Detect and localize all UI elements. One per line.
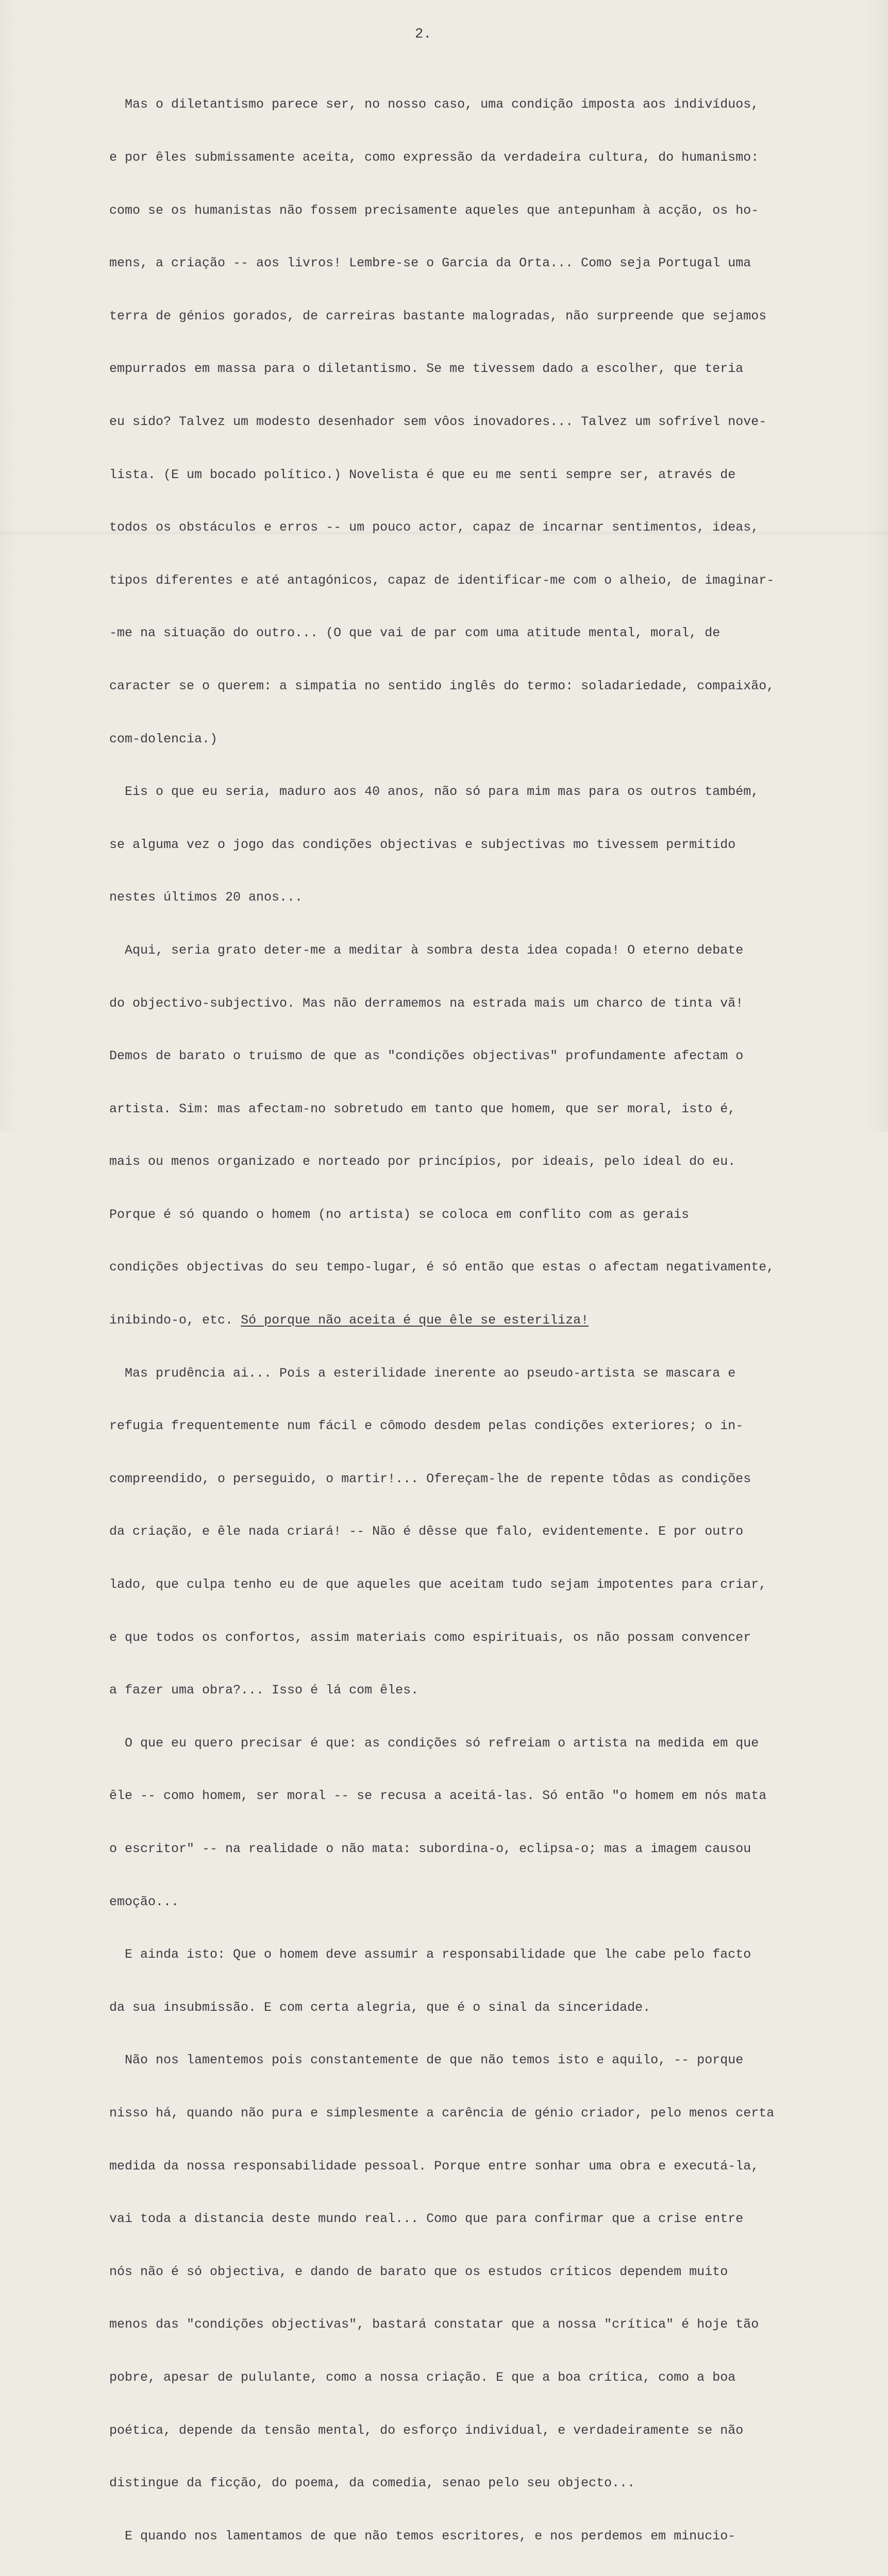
- text-line: a fazer uma obra?... Isso é lá com êles.: [109, 1683, 419, 1698]
- text-line: refugia frequentemente num fácil e cômodo desdem pelas condições exteriores; o in-: [109, 1418, 744, 1434]
- text-line: mais ou menos organizado e norteado por princípios, por ideais, pelo ideal do eu.: [109, 1154, 736, 1170]
- text-line: Aqui, seria grato deter-me a meditar à sombra desta idea copada! O eterno debate: [109, 942, 744, 958]
- text-line: nestes últimos 20 anos...: [109, 890, 303, 905]
- underlined-phrase: Só porque não aceita é que êle se esteriliza!: [241, 1313, 589, 1328]
- text-fragment: inibindo-o, etc.: [109, 1313, 233, 1328]
- text-line: mens, a criação -- aos livros! Lembre-se o Garcia da Orta... Como seja Portugal uma: [109, 256, 751, 271]
- text-line: Mas o diletantismo parece ser, no nosso caso, uma condição imposta aos indivíduos,: [109, 97, 759, 112]
- text-line: como se os humanistas não fossem precisamente aqueles que antepunham à acção, os ho-: [109, 202, 759, 218]
- text-line: vai toda a distancia deste mundo real... Como que para confirmar que a crise entre: [109, 2211, 744, 2227]
- text-line: emoção...: [109, 1894, 179, 1909]
- text-line: terra de génios gorados, de carreiras bastante malogradas, não surpreende que sejamos: [109, 308, 767, 324]
- text-line: poética, depende da tensão mental, do esforço individual, e verdadeiramente se não: [109, 2422, 744, 2438]
- text-line: Porque é só quando o homem (no artista) se coloca em conflito com as gerais: [109, 1207, 690, 1222]
- text-line: nós não é só objectiva, e dando de barato que os estudos críticos dependem muito: [109, 2264, 728, 2279]
- text-line: todos os obstáculos e erros -- um pouco actor, capaz de incarnar sentimentos, ideas,: [109, 520, 759, 535]
- text-line: lado, que culpa tenho eu de que aqueles que aceitam tudo sejam impotentes para criar,: [109, 1577, 767, 1592]
- text-line: eu sido? Talvez um modesto desenhador sem vôos inovadores... Talvez um sofrível nove-: [109, 414, 767, 429]
- text-line: o escritor" -- na realidade o não mata: subordina-o, eclipsa-o; mas a imagem causou: [109, 1841, 751, 1856]
- text-line: tipos diferentes e até antagónicos, capaz de identificar-me com o alheio, de imaginar-: [109, 572, 775, 588]
- text-line: e que todos os confortos, assim materiais como espirituais, os não possam convencer: [109, 1630, 751, 1645]
- text-line: compreendido, o perseguido, o martir!... Ofereçam-lhe de repente tôdas as condições: [109, 1471, 751, 1486]
- page-number: 2.: [415, 27, 432, 42]
- text-line: do objectivo-subjectivo. Mas não derramemos na estrada mais um charco de tinta vã!: [109, 995, 744, 1011]
- text-line: da criação, e êle nada criará! -- Não é dêsse que falo, evidentemente. E por outro: [109, 1524, 744, 1539]
- text-line: medida da nossa responsabilidade pessoal. Porque entre sonhar uma obra e executá-la,: [109, 2158, 759, 2174]
- text-line: Mas prudência ai... Pois a esterilidade inerente ao pseudo-artista se mascara e: [109, 1365, 736, 1381]
- text-line: Não nos lamentemos pois constantemente de que não temos isto e aquilo, -- porque: [109, 2053, 744, 2068]
- text-line: distingue da ficção, do poema, da comedia, senao pelo seu objecto...: [109, 2476, 635, 2491]
- text-line: com-dolencia.): [109, 731, 218, 747]
- text-line: caracter se o querem: a simpatia no sentido inglês do termo: soladariedade, compaixão,: [109, 678, 775, 693]
- text-line: condições objectivas do seu tempo-lugar, é só então que estas o afectam negativamente,: [109, 1260, 775, 1275]
- text-line: nisso há, quando não pura e simplesmente a carência de génio criador, pelo menos certa: [109, 2105, 775, 2121]
- text-line: empurrados em massa para o diletantismo. Se me tivessem dado a escolher, que teria: [109, 361, 744, 377]
- text-line: artista. Sim: mas afectam-no sobretudo em tanto que homem, que ser moral, isto é,: [109, 1101, 736, 1116]
- text-line: E ainda isto: Que o homem deve assumir a responsabilidade que lhe cabe pelo facto: [109, 1947, 751, 1962]
- text-line: se alguma vez o jogo das condições objectivas e subjectivas mo tivessem permitido: [109, 837, 736, 852]
- text-line: Demos de barato o truismo de que as "condições objectivas" profundamente afectam o: [109, 1048, 744, 1064]
- text-line: e por êles submissamente aceita, como expressão da verdadeira cultura, do humanismo:: [109, 150, 759, 165]
- text-line: -me na situação do outro... (O que vai de par com uma atitude mental, moral, de: [109, 625, 721, 641]
- text-line-with-underline: [109, 1312, 851, 1329]
- text-line: êle -- como homem, ser moral -- se recusa a aceitá-las. Só então "o homem em nós mata: [109, 1788, 767, 1804]
- text-line: pobre, apesar de pululante, como a nossa criação. E que a boa crítica, como a boa: [109, 2369, 736, 2385]
- letter-body: [109, 61, 851, 2576]
- text-line: lista. (E um bocado político.) Novelista é que eu me senti sempre ser, através de: [109, 467, 736, 482]
- text-line: O que eu quero precisar é que: as condições só refreiam o artista na medida em que: [109, 1735, 759, 1751]
- text-line: da sua insubmissão. E com certa alegria, que é o sinal da sinceridade.: [109, 1999, 651, 2015]
- text-line: menos das "condições objectivas", bastará constatar que a nossa "crítica" é hoje tão: [109, 2317, 759, 2332]
- text-line: E quando nos lamentamos de que não temos escritores, e nos perdemos em minucio-: [109, 2528, 736, 2544]
- text-line: Eis o que eu seria, maduro aos 40 anos, não só para mim mas para os outros também,: [109, 784, 759, 800]
